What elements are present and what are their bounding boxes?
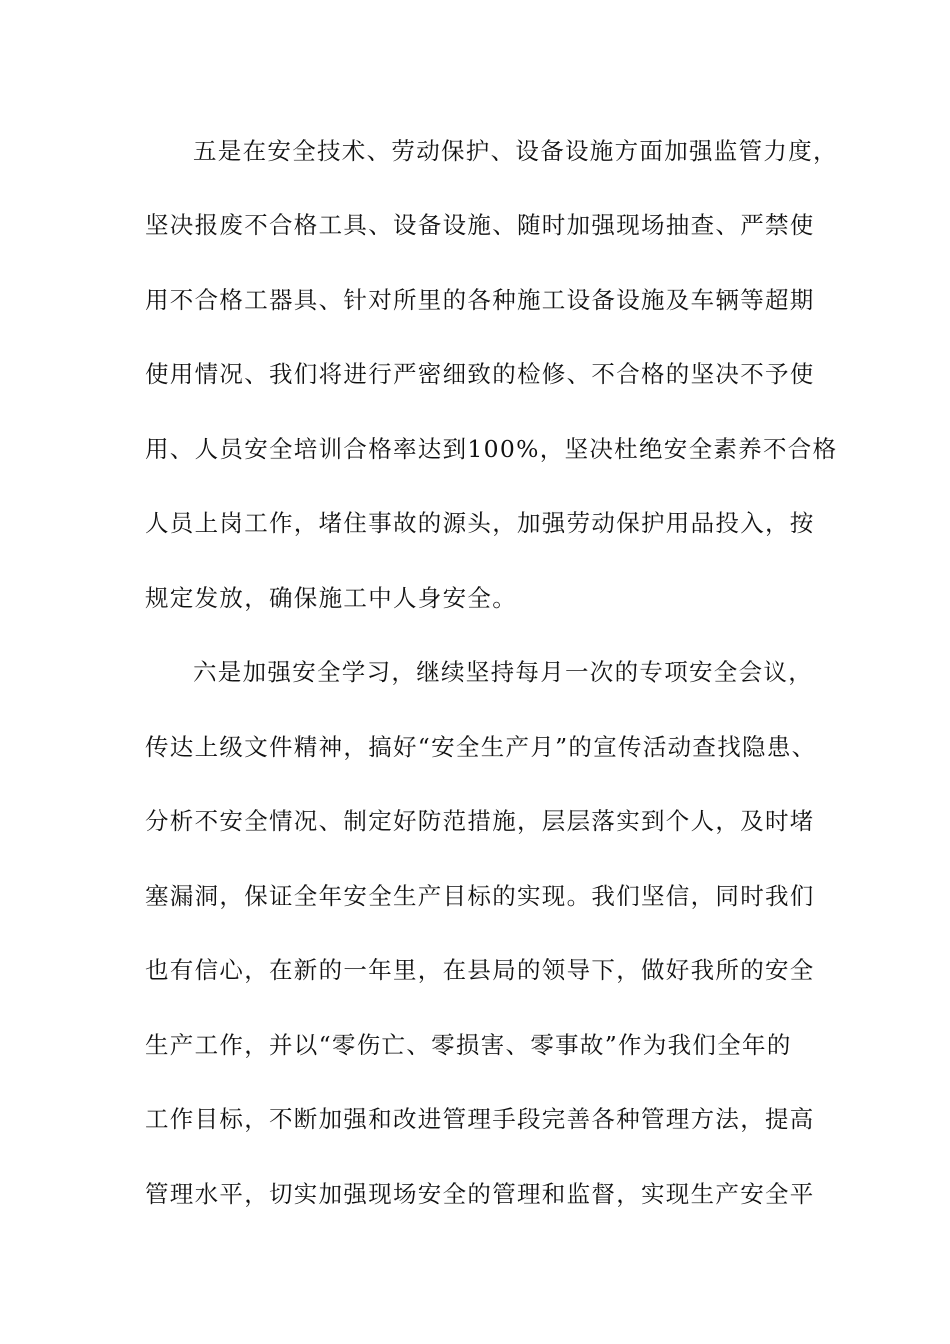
paragraph-1-line-4: 使用情况、我们将进行严密细致的检修、不合格的坚决不予使 (145, 360, 815, 388)
paragraph-1-line-1: 五是在安全技术、劳动保护、设备设施方面加强监管力度， (193, 137, 838, 165)
paragraph-1-line-5: 用、人员安全培训合格率达到100%，坚决杜绝安全素养不合格 (145, 435, 838, 463)
paragraph-1-line-3: 用不合格工器具、针对所里的各种施工设备设施及车辆等超期 (145, 286, 815, 314)
paragraph-1-line-6: 人员上岗工作，堵住事故的源头，加强劳动保护用品投入，按 (145, 509, 815, 537)
paragraph-2-line-1: 六是加强安全学习，继续坚持每月一次的专项安全会议， (193, 658, 813, 686)
paragraph-1-line-2: 坚决报废不合格工具、设备设施、随时加强现场抽查、严禁使 (145, 211, 815, 239)
paragraph-2-line-8: 管理水平，切实加强现场安全的管理和监督，实现生产安全平 (145, 1180, 815, 1208)
paragraph-2-line-7: 工作目标，不断加强和改进管理手段完善各种管理方法，提高 (145, 1105, 815, 1133)
paragraph-2-line-5: 也有信心，在新的一年里，在县局的领导下，做好我所的安全 (145, 956, 815, 984)
paragraph-2-line-4: 塞漏洞，保证全年安全生产目标的实现。我们坚信，同时我们 (145, 882, 815, 910)
paragraph-1-line-7: 规定发放，确保施工中人身安全。 (145, 584, 517, 612)
paragraph-2-line-3: 分析不安全情况、制定好防范措施，层层落实到个人，及时堵 (145, 807, 815, 835)
paragraph-2-line-6: 生产工作，并以“零伤亡、零损害、零事故”作为我们全年的 (145, 1031, 792, 1059)
paragraph-2-line-2: 传达上级文件精神，搞好“安全生产月”的宣传活动查找隐患、 (145, 733, 817, 761)
